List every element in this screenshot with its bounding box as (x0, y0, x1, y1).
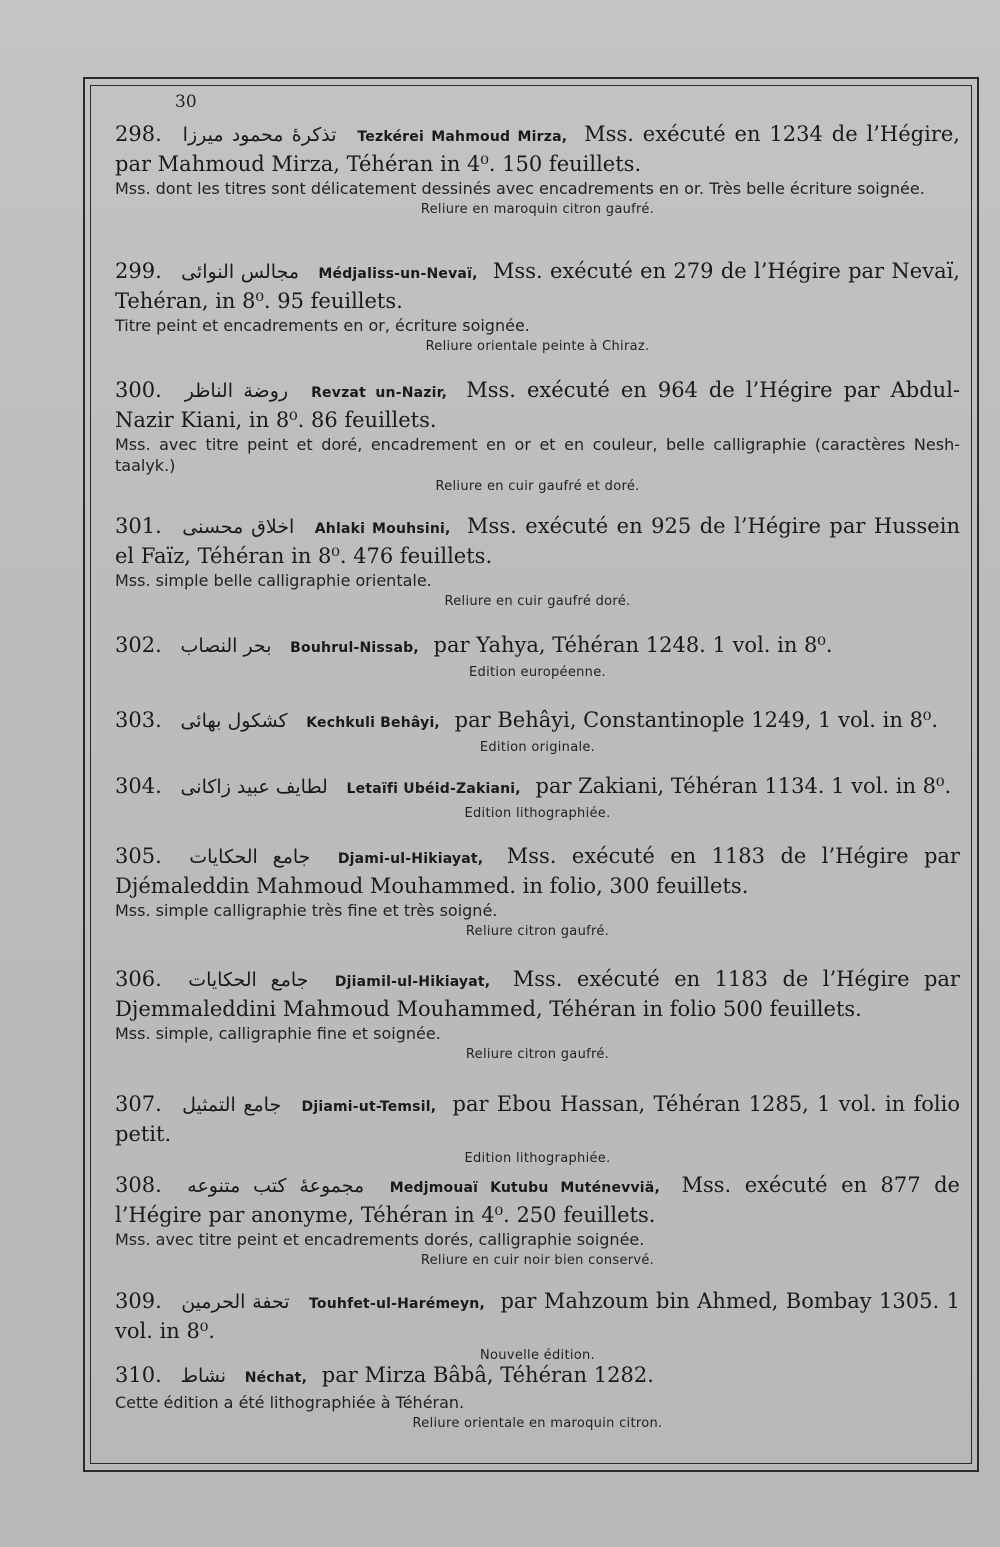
entry-description: Mss. simple calligraphie très fine et très soigné. (115, 901, 498, 920)
entry-title: Ahlaki Mouhsini, (314, 521, 451, 537)
entry-title: Revzat un-Nazir, (311, 385, 448, 401)
entry-arabic-title: تذکرهٔ محمود میرزا (182, 124, 337, 146)
entry-main-line (115, 773, 960, 803)
catalog-entry-304 (115, 773, 960, 821)
entry-binding: Edition lithographiée. (464, 1151, 611, 1166)
entry-binding: Reliure citron gaufré. (465, 924, 610, 939)
entry-title: Kechkuli Behâyi, (306, 715, 440, 731)
entry-title: Bouhrul-Nissab, (290, 640, 419, 656)
entry-main-line (115, 843, 960, 900)
entry-title: Letaïfi Ubéid-Zakiani, (346, 781, 521, 797)
entry-binding: Reliure orientale en maroquin citron. (412, 1416, 663, 1431)
entry-main-line (115, 377, 960, 434)
entry-main-line (115, 121, 960, 178)
entry-text: par Mirza Bâbâ, Téhéran 1282. (321, 1363, 654, 1387)
entry-title: Djiamil-ul-Hikiayat, (334, 974, 491, 990)
entry-main-line (115, 1172, 960, 1229)
entry-binding: Reliure en cuir gaufré et doré. (435, 479, 640, 494)
entry-arabic-title: اخلاق محسنی (182, 516, 295, 538)
entry-text: par Yahya, Téhéran 1248. 1 vol. in 8⁰. (433, 633, 833, 657)
entry-description: Mss. simple, calligraphie fine et soignée. (115, 1024, 441, 1043)
entry-description: Mss. dont les titres sont délicatement dessinés avec encadrements en or. Très belle écriture soignée. (115, 179, 925, 198)
catalog-entry-309 (115, 1288, 960, 1363)
entry-binding: Reliure en cuir noir bien conservé. (420, 1253, 655, 1268)
page-number: 30 (175, 92, 197, 112)
entry-text: Mss. exécuté en 1183 de l’Hégire par Djemmaleddini Mahmoud Mouhammed, Téhéran in folio 500 feuillets. (115, 967, 960, 1021)
entry-title: Touhfet-ul-Harémeyn, (309, 1296, 485, 1312)
entry-text: par Zakiani, Téhéran 1134. 1 vol. in 8⁰. (535, 774, 952, 798)
entry-binding: Reliure citron gaufré. (465, 1047, 610, 1062)
entry-arabic-title: جامع التمثیل (182, 1094, 282, 1116)
entry-number: 302. (115, 633, 162, 657)
entry-number: 300. (115, 378, 162, 402)
entry-text: Mss. exécuté en 877 de l’Hégire par anonyme, Téhéran in 4⁰. 250 feuillets. (115, 1173, 960, 1227)
catalog-entry-302 (115, 632, 960, 680)
entry-main-line (115, 258, 960, 315)
entry-main-line (115, 632, 960, 662)
entry-number: 299. (115, 259, 162, 283)
entry-main-line (115, 513, 960, 570)
entry-title: Néchat, (244, 1370, 308, 1386)
catalog-entry-298 (115, 121, 960, 217)
entry-text: Mss. exécuté en 964 de l’Hégire par Abdul-Nazir Kiani, in 8⁰. 86 feuillets. (115, 378, 961, 432)
entry-main-line (115, 1091, 960, 1148)
entry-main-line (115, 1362, 960, 1392)
entry-arabic-title: کشکول بهائی (180, 710, 288, 732)
entry-arabic-title: نشاط (180, 1365, 227, 1387)
entry-binding: Edition originale. (479, 740, 596, 755)
entry-binding: Nouvelle édition. (480, 1348, 595, 1363)
entry-number: 307. (115, 1092, 162, 1116)
entry-binding: Reliure orientale peinte à Chiraz. (425, 339, 650, 354)
entry-arabic-title: بحر النصاب (180, 635, 272, 657)
catalog-entry-300 (115, 377, 960, 494)
entry-arabic-title: مجالس النوائی (181, 261, 300, 283)
entry-number: 305. (115, 844, 162, 868)
entry-number: 308. (115, 1173, 162, 1197)
entry-main-line (115, 966, 960, 1023)
entry-text: par Mahzoum bin Ahmed, Bombay 1305. 1 vol. in 8⁰. (115, 1289, 960, 1343)
entry-text: Mss. exécuté en 1234 de l’Hégire, par Mahmoud Mirza, Téhéran in 4⁰. 150 feuillets. (115, 122, 960, 176)
entry-number: 298. (115, 122, 162, 146)
catalog-entry-308 (115, 1172, 960, 1268)
entry-text: par Behâyi, Constantinople 1249, 1 vol. in 8⁰. (454, 708, 939, 732)
entry-arabic-title: جامع الحکایات (189, 846, 311, 868)
entry-number: 310. (115, 1363, 162, 1387)
entry-description: Cette édition a été lithographiée à Téhéran. (115, 1393, 465, 1412)
entry-description: Mss. avec titre peint et encadrements dorés, calligraphie soignée. (115, 1230, 645, 1249)
entry-binding: Reliure en maroquin citron gaufré. (420, 202, 655, 217)
entry-text: Mss. exécuté en 1183 de l’Hégire par Djémaleddin Mahmoud Mouhammed. in folio, 300 feuillets. (115, 844, 960, 898)
entry-main-line (115, 1288, 960, 1345)
entry-text: par Ebou Hassan, Téhéran 1285, 1 vol. in folio petit. (115, 1092, 960, 1146)
entry-number: 309. (115, 1289, 162, 1313)
catalog-entry-310 (115, 1362, 960, 1431)
entry-description: Mss. simple belle calligraphie orientale. (115, 571, 432, 590)
catalog-entry-306 (115, 966, 960, 1062)
entry-number: 303. (115, 708, 162, 732)
entry-arabic-title: روضة الناظر (184, 380, 289, 402)
entry-text: Mss. exécuté en 925 de l’Hégire par Hussein el Faïz, Téhéran in 8⁰. 476 feuillets. (115, 514, 960, 568)
entry-arabic-title: مجموعهٔ کتب متنوعه (187, 1175, 365, 1197)
entry-description: Mss. avec titre peint et doré, encadrement en or et en couleur, belle calligraphie (caractères Nesh-taalyk.) (115, 435, 960, 475)
entry-binding: Edition européenne. (469, 665, 606, 680)
entry-title: Djami-ul-Hikiayat, (337, 851, 484, 867)
entry-title: Tezkérei Mahmoud Mirza, (357, 129, 568, 145)
catalog-entry-305 (115, 843, 960, 939)
entry-arabic-title: تحفة الحرمین (181, 1291, 290, 1313)
entry-arabic-title: لطایف عبید زاکانی (180, 776, 328, 798)
catalog-entry-303 (115, 707, 960, 755)
catalog-entry-301 (115, 513, 960, 609)
catalog-entry-299 (115, 258, 960, 354)
catalog-entry-307 (115, 1091, 960, 1166)
entry-number: 304. (115, 774, 162, 798)
entry-arabic-title: جامع الحکایات (188, 969, 309, 991)
entry-title: Médjaliss-un-Nevaï, (318, 266, 478, 282)
entry-description: Titre peint et encadrements en or, écriture soignée. (115, 316, 530, 335)
entry-text: Mss. exécuté en 279 de l’Hégire par Nevaï, Tehéran, in 8⁰. 95 feuillets. (115, 259, 960, 313)
entry-main-line (115, 707, 960, 737)
entry-binding: Edition lithographiée. (464, 806, 611, 821)
entry-number: 306. (115, 967, 162, 991)
entry-binding: Reliure en cuir gaufré doré. (444, 594, 631, 609)
entry-number: 301. (115, 514, 162, 538)
entry-title: Medjmouaï Kutubu Muténevviä, (389, 1180, 660, 1196)
entry-title: Djiami-ut-Temsil, (301, 1099, 437, 1115)
